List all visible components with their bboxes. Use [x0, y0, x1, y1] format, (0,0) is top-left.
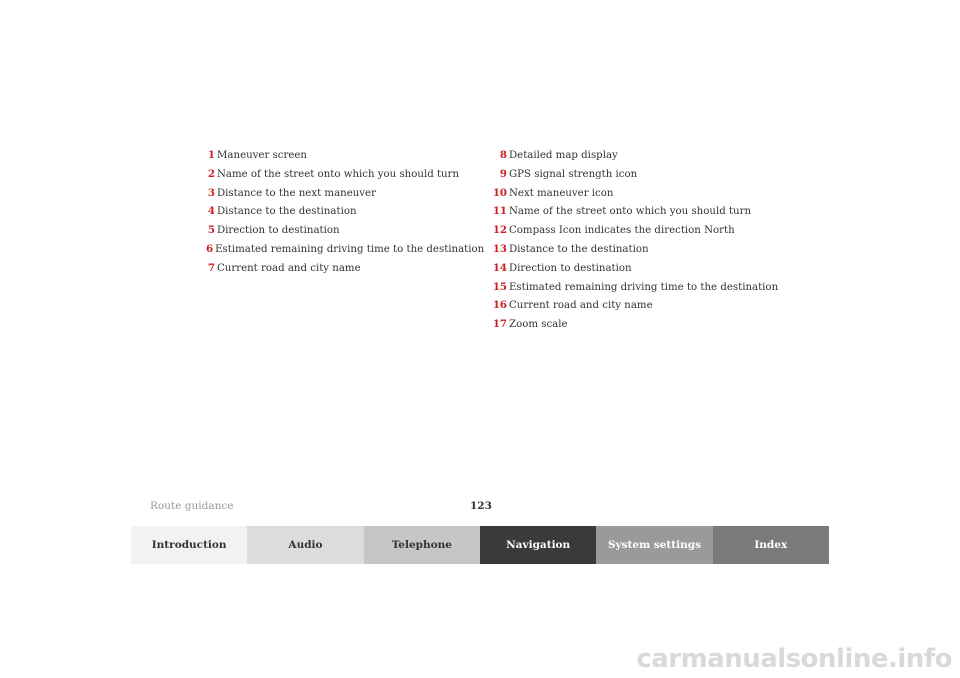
legend-item — [490, 149, 790, 168]
legend-text: Distance to the destination — [217, 206, 357, 218]
tab-telephone[interactable]: Telephone — [364, 526, 480, 564]
legend-number: 9 — [499, 167, 507, 180]
legend-number: 6 — [206, 242, 214, 255]
legend-item — [206, 149, 476, 168]
legend-number: 7 — [207, 261, 215, 274]
legend-number: 8 — [499, 149, 507, 161]
tab-audio[interactable]: Audio — [247, 526, 363, 564]
legend-text: GPS signal strength icon — [509, 168, 638, 180]
legend-number: 10 — [492, 186, 507, 199]
legend-item — [490, 205, 790, 224]
page-number: 123 — [470, 500, 492, 512]
chapter-tab-bar — [131, 526, 829, 564]
legend-text: Zoom scale — [509, 319, 568, 331]
legend-number: 3 — [207, 186, 215, 199]
legend-text: Direction to destination — [217, 225, 340, 237]
legend-text: Estimated remaining driving time to the destination — [509, 281, 779, 293]
legend-text: Name of the street onto which you should turn — [217, 168, 460, 180]
legend-number: 2 — [207, 167, 215, 180]
legend-text: Direction to destination — [509, 262, 632, 274]
legend-item — [206, 187, 476, 206]
legend-item — [490, 318, 790, 337]
legend-text: Next maneuver icon — [509, 187, 614, 199]
legend-text: Distance to the next maneuver — [217, 187, 376, 199]
legend-item — [206, 205, 476, 224]
watermark: carmanualsonline.info — [636, 644, 952, 674]
legend-item — [490, 262, 790, 281]
legend-item — [490, 187, 790, 206]
legend-right — [490, 149, 790, 337]
legend-text: Current road and city name — [217, 262, 361, 274]
legend-text: Estimated remaining driving time to the destination — [215, 243, 485, 255]
legend-item — [490, 299, 790, 318]
legend-number: 4 — [207, 205, 215, 218]
legend-text: Current road and city name — [509, 300, 653, 312]
legend-item — [206, 168, 476, 187]
legend-number: 14 — [492, 261, 507, 274]
legend-text: Compass Icon indicates the direction North — [509, 225, 735, 237]
legend-left — [206, 149, 485, 281]
legend-number: 1 — [207, 149, 215, 161]
legend-number: 12 — [492, 224, 507, 237]
legend-item — [490, 281, 790, 300]
legend-item — [206, 262, 476, 281]
legend-item — [490, 224, 790, 243]
tab-system-settings[interactable]: System settings — [596, 526, 712, 564]
legend-number: 13 — [492, 242, 507, 255]
legend-number: 15 — [492, 280, 507, 293]
legend-number: 17 — [492, 318, 507, 331]
legend-item — [490, 168, 790, 187]
legend-number: 11 — [492, 205, 507, 218]
section-title: Route guidance — [150, 500, 234, 512]
legend-item — [490, 243, 790, 262]
tab-navigation[interactable]: Navigation — [480, 526, 596, 564]
legend-text: Detailed map display — [509, 150, 618, 161]
legend-text: Name of the street onto which you should turn — [509, 206, 752, 218]
tab-index[interactable]: Index — [713, 526, 829, 564]
legend-text: Distance to the destination — [509, 243, 649, 255]
legend-number: 5 — [207, 224, 215, 237]
legend-text: Maneuver screen — [217, 150, 307, 161]
tab-introduction[interactable]: Introduction — [131, 526, 247, 564]
legend-item — [206, 224, 476, 243]
legend-number: 16 — [492, 299, 507, 312]
legend-item — [206, 242, 485, 262]
